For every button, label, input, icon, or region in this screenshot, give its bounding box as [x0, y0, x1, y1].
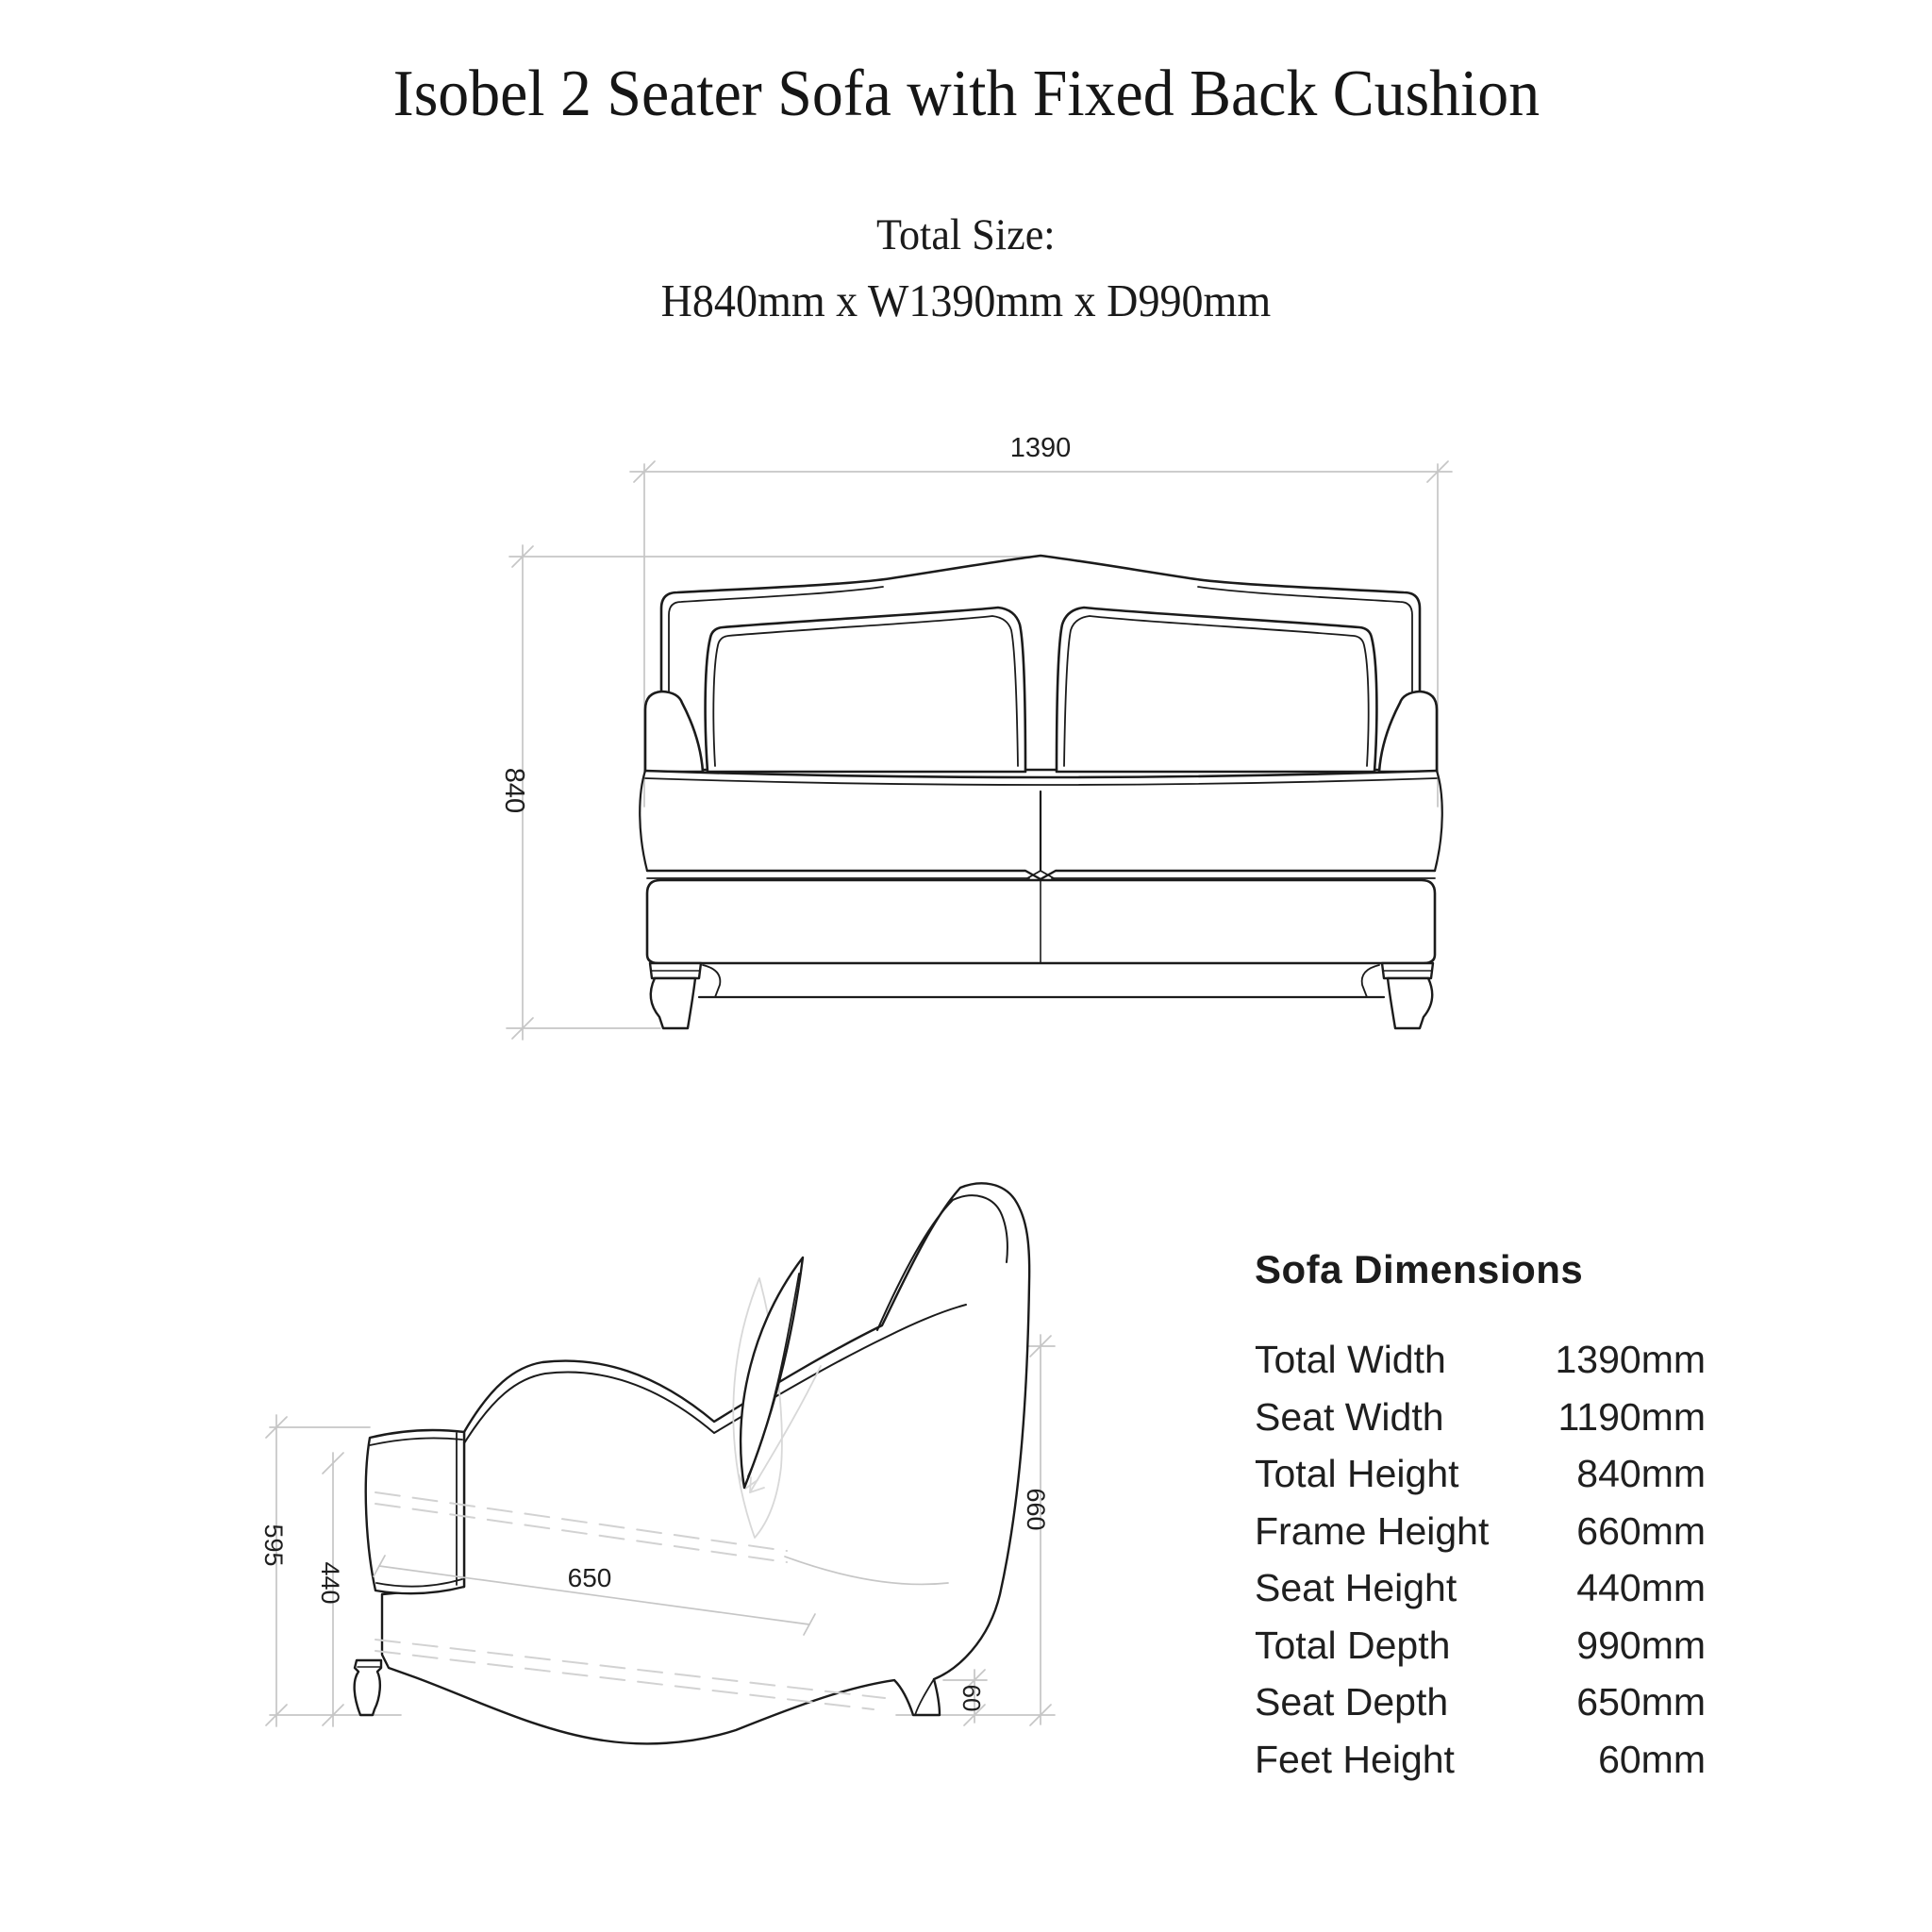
side-elevation [259, 1183, 1055, 1743]
row-value: 1390mm [1555, 1338, 1706, 1381]
dimensions-table-title: Sofa Dimensions [1255, 1247, 1584, 1291]
front-legs [650, 963, 1433, 1028]
total-size-value: H840mm x W1390mm x D990mm [660, 275, 1272, 326]
back-cushion-right [1057, 608, 1376, 772]
table-row [1255, 1509, 1706, 1567]
table-row [1255, 1738, 1706, 1795]
side-frame-height-label: 660 [1022, 1488, 1050, 1531]
side-arm-head [366, 1430, 464, 1593]
row-value: 990mm [1576, 1623, 1706, 1667]
dimensions-table-rows [1255, 1338, 1706, 1794]
table-row [1255, 1624, 1706, 1681]
side-feet-height-label: 60 [958, 1684, 986, 1712]
sofa-front-outline [640, 556, 1442, 1028]
row-label: Total Depth [1255, 1623, 1451, 1667]
row-value: 440mm [1576, 1566, 1706, 1609]
table-row [1255, 1452, 1706, 1509]
row-label: Seat Width [1255, 1394, 1444, 1439]
row-value: 840mm [1576, 1452, 1706, 1495]
row-label: Seat Height [1255, 1566, 1457, 1609]
side-arm-height-label: 595 [259, 1524, 288, 1567]
table-row [1255, 1566, 1706, 1624]
back-cushion-left [706, 608, 1025, 772]
front-elevation [499, 433, 1452, 1040]
row-label: Total Width [1255, 1338, 1446, 1381]
side-seat-height-label: 440 [316, 1561, 344, 1605]
side-body [382, 1183, 1029, 1743]
table-row [1255, 1338, 1706, 1395]
row-value: 60mm [1598, 1737, 1706, 1781]
side-front-leg [355, 1660, 381, 1715]
row-value: 650mm [1576, 1680, 1706, 1724]
row-label: Total Height [1255, 1452, 1459, 1495]
row-label: Seat Depth [1255, 1680, 1449, 1724]
total-size-label: Total Size: [876, 210, 1056, 259]
row-value: 1190mm [1557, 1394, 1706, 1439]
table-row [1255, 1395, 1706, 1453]
front-width-dim-label: 1390 [1009, 433, 1072, 463]
row-value: 660mm [1576, 1508, 1706, 1553]
page-title-text: Isobel 2 Seater Sofa with Fixed Back Cushion [392, 58, 1540, 130]
table-row [1255, 1680, 1706, 1738]
row-label: Frame Height [1255, 1508, 1490, 1553]
front-height-dim-label: 840 [499, 767, 529, 814]
side-seat-depth-label: 650 [567, 1563, 612, 1592]
row-label: Feet Height [1255, 1737, 1455, 1781]
dimensions-table [1255, 1247, 1706, 1794]
